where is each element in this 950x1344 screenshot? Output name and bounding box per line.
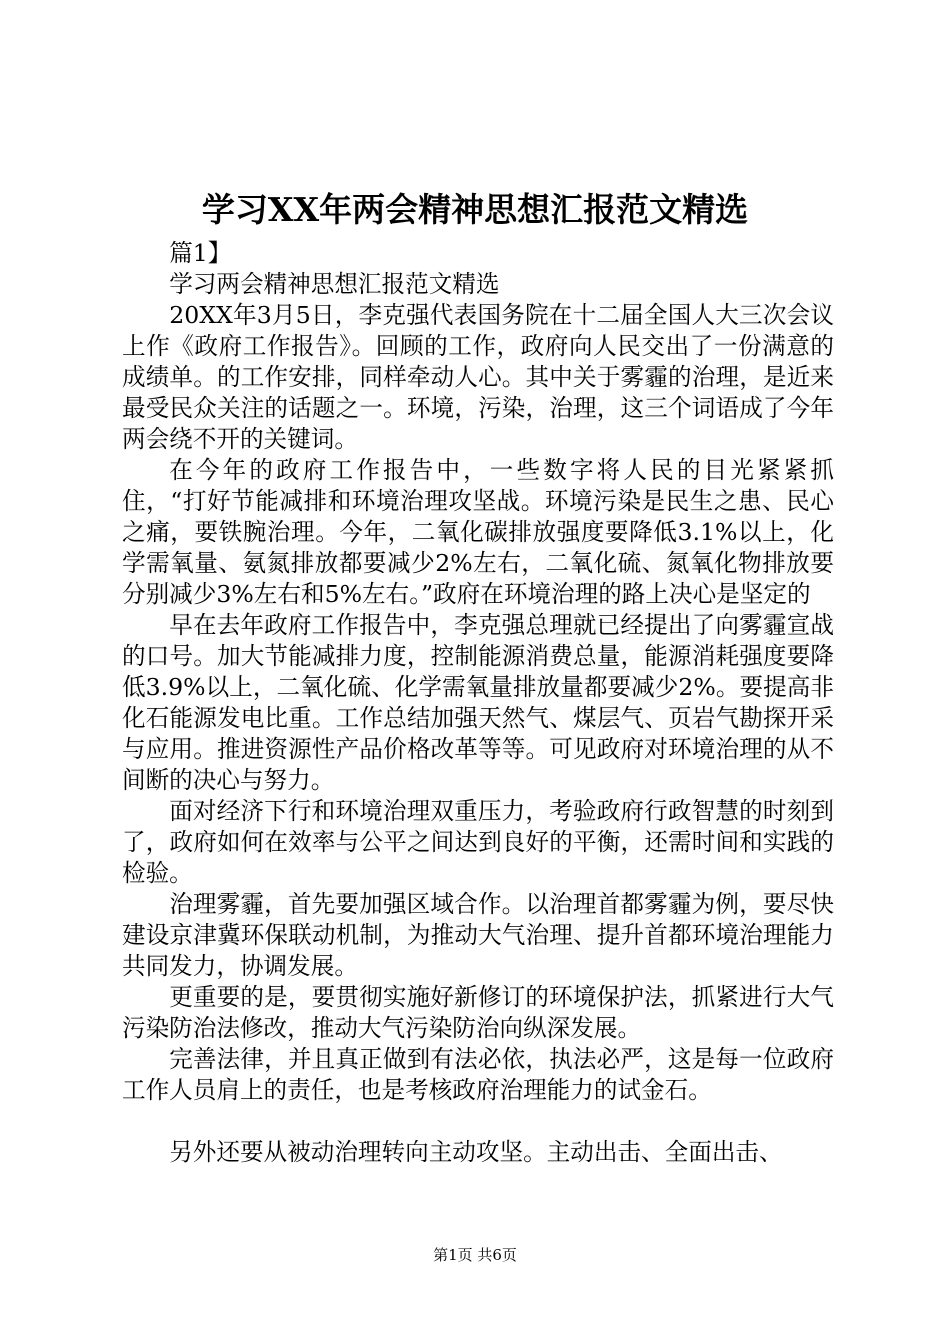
paragraph: 完善法律，并且真正做到有法必依，执法必严，这是每一位政府工作人员肩上的责任，也是考核政府治理能力的试金石。 [122, 1045, 834, 1104]
paragraph: 20XX年3月5日，李克强代表国务院在十二届全国人大三次会议上作《政府工作报告》。回顾的工作，政府向人民交出了一份满意的成绩单。的工作安排，同样牵动人心。其中关于雾霾的治理，是近来最受民众关注的话题之一。环境，污染，治理，这三个词语成了今年两会绕不开的关键词。 [122, 301, 834, 453]
paragraph: 在今年的政府工作报告中，一些数字将人民的目光紧紧抓住，“打好节能减排和环境治理攻坚战。环境污染是民生之患、民心之痛，要铁腕治理。今年，二氧化碳排放强度要降低3.1%以上，化学需氧量、氨氮排放都要减少2%左右，二氧化硫、氮氧化物排放要分别减少3%左右和5%左右。”政府在环境治理的路上决心是坚定的 [122, 456, 834, 608]
document-body [122, 238, 834, 1168]
document-subtitle: 学习两会精神思想汇报范文精选 [169, 270, 500, 298]
document-title: 学习XX年两会精神思想汇报范文精选 [201, 190, 749, 229]
paragraph: 治理雾霾，首先要加强区域合作。以治理首都雾霾为例，要尽快建设京津冀环保联动机制，为推动大气治理、提升首都环境治理能力共同发力，协调发展。 [122, 890, 834, 980]
paragraph: 早在去年政府工作报告中，李克强总理就已经提出了向雾霾宣战的口号。加大节能减排力度，控制能源消费总量，能源消耗强度要降低3.9%以上，二氧化硫、化学需氧量排放量都要减少2%。要提高非化石能源发电比重。工作总结加强天然气、煤层气、页岩气勘探开采与应用。推进资源性产品价格改革等等。可见政府对环境治理的从不间断的决心与努力。 [122, 611, 834, 794]
paragraph: 另外还要从被动治理转向主动攻坚。主动出击、全面出击、 [169, 1138, 783, 1166]
paragraph: 更重要的是，要贯彻实施好新修订的环境保护法，抓紧进行大气污染防治法修改，推动大气污染防治向纵深发展。 [122, 983, 834, 1042]
paragraph: 面对经济下行和环境治理双重压力，考验政府行政智慧的时刻到了，政府如何在效率与公平之间达到良好的平衡，还需时间和实践的检验。 [122, 797, 834, 887]
page-footer: 第1页 共6页 [433, 1246, 517, 1264]
section-label: 篇1】 [169, 239, 232, 267]
